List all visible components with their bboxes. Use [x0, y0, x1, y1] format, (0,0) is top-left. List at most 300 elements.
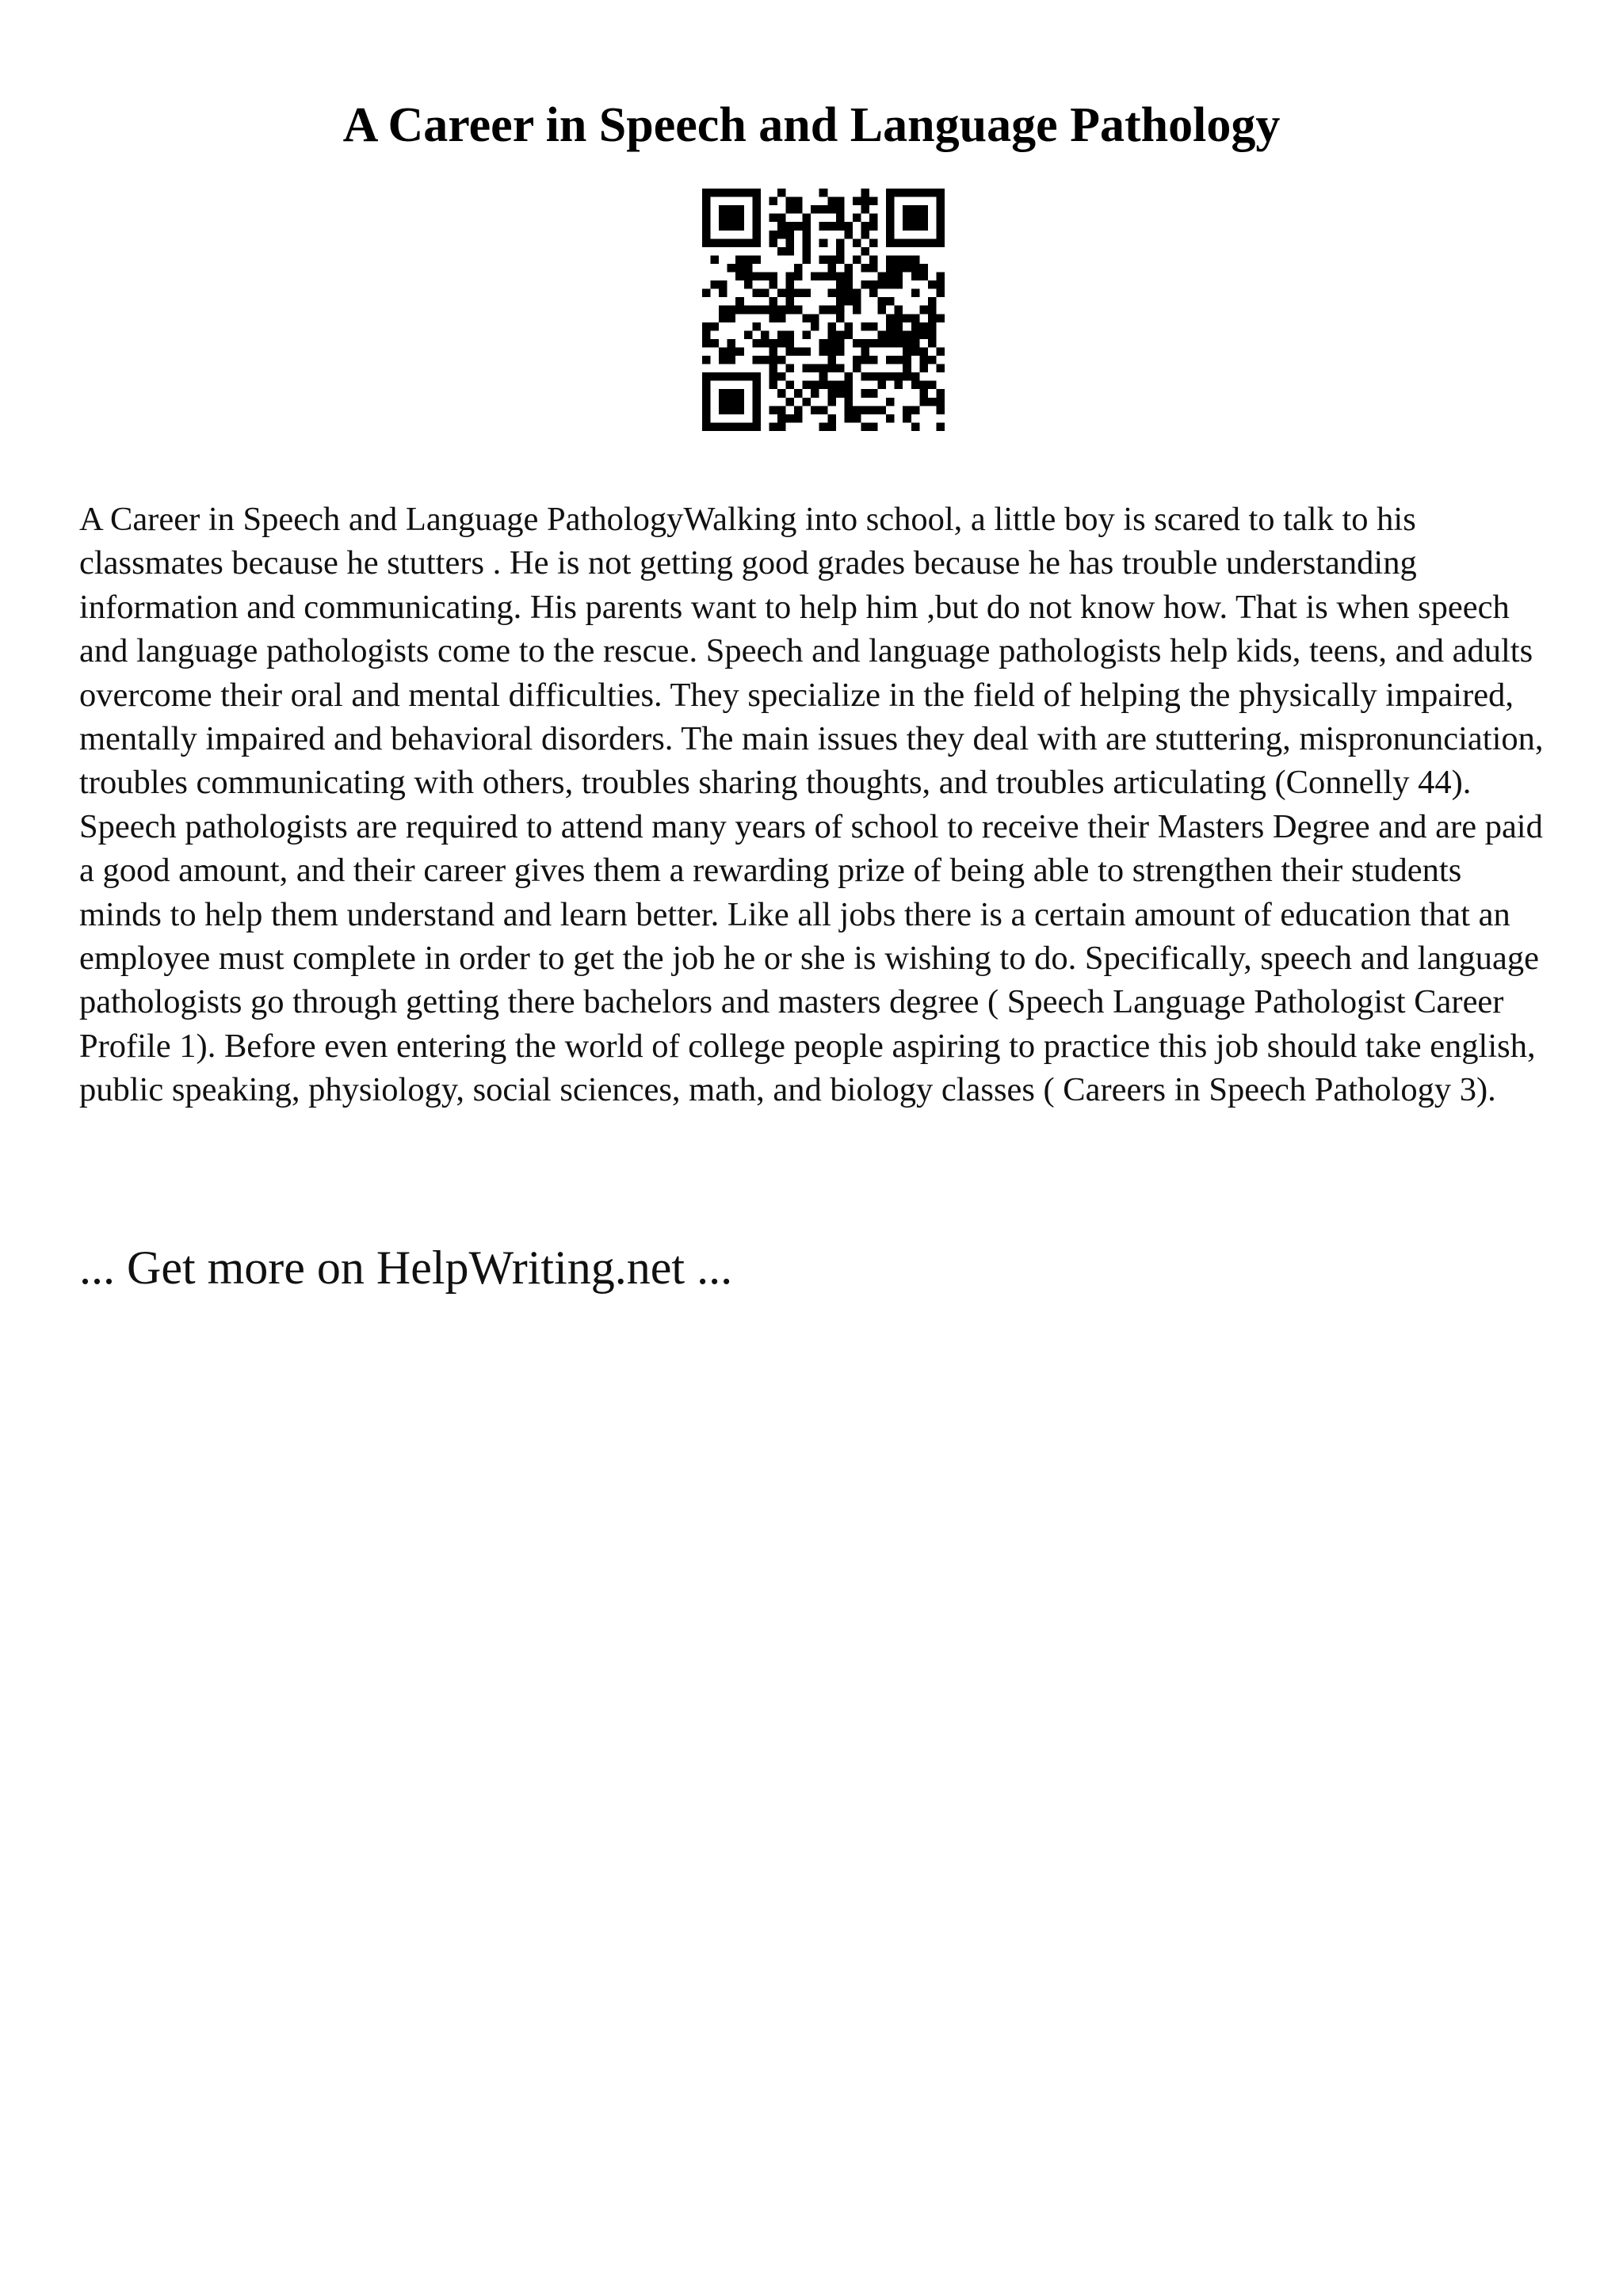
qr-module [735, 273, 744, 281]
qr-module [836, 255, 845, 264]
qr-module [819, 273, 828, 281]
qr-module [719, 205, 727, 214]
qr-module [786, 297, 795, 306]
qr-module [777, 414, 786, 423]
qr-module [853, 414, 861, 423]
qr-module [886, 214, 895, 223]
qr-module [777, 247, 786, 256]
qr-module [735, 389, 744, 398]
qr-module [735, 297, 744, 306]
qr-module [895, 381, 903, 390]
qr-module [853, 356, 861, 364]
qr-module [869, 339, 878, 348]
qr-module [827, 330, 836, 339]
qr-module [869, 264, 878, 273]
qr-module [919, 273, 928, 281]
qr-module [886, 398, 895, 406]
qr-module [719, 356, 727, 364]
qr-module [836, 197, 845, 206]
qr-module [861, 264, 869, 273]
qr-module [827, 422, 836, 431]
qr-module [811, 389, 819, 398]
qr-module [861, 389, 869, 398]
qr-module [861, 372, 869, 381]
qr-module [844, 289, 853, 298]
qr-module [752, 414, 761, 423]
qr-module [844, 372, 853, 381]
qr-module [936, 364, 945, 373]
qr-module [878, 280, 887, 289]
qr-module [827, 356, 836, 364]
qr-module [919, 306, 928, 315]
qr-module [878, 273, 887, 281]
qr-module [844, 231, 853, 239]
qr-module [911, 264, 920, 273]
qr-module [786, 238, 795, 247]
qr-module [928, 306, 937, 315]
qr-module [903, 406, 911, 414]
qr-module [827, 306, 836, 315]
qr-module [861, 205, 869, 214]
qr-module [936, 347, 945, 356]
qr-module [936, 280, 945, 289]
qr-module [803, 364, 812, 373]
qr-module [744, 280, 753, 289]
qr-module [844, 280, 853, 289]
qr-module [761, 339, 769, 348]
qr-module [727, 264, 736, 273]
qr-module [911, 372, 920, 381]
qr-module [811, 322, 819, 331]
qr-module [878, 339, 887, 348]
qr-module [869, 422, 878, 431]
qr-module [886, 189, 895, 197]
qr-module [819, 306, 828, 315]
qr-module [711, 189, 720, 197]
qr-module [903, 364, 911, 373]
qr-module [819, 381, 828, 390]
qr-module [936, 398, 945, 406]
qr-module [844, 264, 853, 273]
qr-module [803, 214, 812, 223]
qr-module [878, 297, 887, 306]
qr-module [794, 389, 803, 398]
qr-module [769, 238, 777, 247]
qr-module [744, 306, 753, 315]
qr-module [919, 389, 928, 398]
qr-module [761, 330, 769, 339]
qr-module [786, 381, 795, 390]
qr-module [928, 381, 937, 390]
qr-module [752, 222, 761, 231]
qr-module [819, 238, 828, 247]
qr-module [911, 289, 920, 298]
qr-module [903, 264, 911, 273]
qr-module [928, 339, 937, 348]
qr-module [794, 205, 803, 214]
qr-module [853, 297, 861, 306]
qr-module [861, 356, 869, 364]
qr-module [827, 264, 836, 273]
qr-module [786, 247, 795, 256]
qr-module [794, 289, 803, 298]
qr-module [702, 381, 711, 390]
qr-module [735, 214, 744, 223]
qr-module [844, 414, 853, 423]
qr-module [752, 322, 761, 331]
qr-module [769, 347, 777, 356]
qr-module [928, 280, 937, 289]
qr-module [886, 414, 895, 423]
qr-module [794, 306, 803, 315]
qr-module [936, 389, 945, 398]
qr-module [827, 255, 836, 264]
qr-module [727, 238, 736, 247]
qr-module [777, 356, 786, 364]
qr-module [702, 322, 711, 331]
qr-module [827, 381, 836, 390]
qr-module [836, 339, 845, 348]
qr-module [919, 356, 928, 364]
qr-module [911, 347, 920, 356]
qr-module [752, 205, 761, 214]
qr-module [903, 314, 911, 322]
qr-module [752, 214, 761, 223]
qr-module [836, 330, 845, 339]
qr-module [735, 238, 744, 247]
qr-module [827, 364, 836, 373]
qr-module [752, 189, 761, 197]
page-title: A Career in Speech and Language Pathology [342, 98, 1281, 152]
qr-module [861, 322, 869, 331]
qr-module [819, 347, 828, 356]
qr-module [727, 314, 736, 322]
qr-module [869, 322, 878, 331]
qr-module [869, 280, 878, 289]
qr-module [919, 347, 928, 356]
qr-module [928, 398, 937, 406]
qr-module [794, 414, 803, 423]
qr-module [895, 264, 903, 273]
qr-module [719, 238, 727, 247]
qr-module [752, 289, 761, 298]
qr-module [744, 255, 753, 264]
qr-module [861, 422, 869, 431]
qr-module [803, 289, 812, 298]
qr-module [878, 406, 887, 414]
qr-module [903, 238, 911, 247]
qr-module [777, 306, 786, 315]
qr-module [752, 389, 761, 398]
qr-module [702, 372, 711, 381]
qr-module [903, 255, 911, 264]
qr-module [878, 372, 887, 381]
qr-module [786, 347, 795, 356]
qr-module [836, 314, 845, 322]
qr-module [827, 347, 836, 356]
qr-module [853, 197, 861, 206]
qr-module [752, 273, 761, 281]
qr-module [836, 214, 845, 223]
qr-module [786, 222, 795, 231]
qr-module [928, 314, 937, 322]
qr-module [786, 231, 795, 239]
qr-module [836, 289, 845, 298]
qr-module [853, 306, 861, 315]
qr-module [911, 222, 920, 231]
qr-module [727, 372, 736, 381]
qr-module [936, 238, 945, 247]
qr-module [752, 356, 761, 364]
qr-module [827, 197, 836, 206]
qr-module [861, 280, 869, 289]
qr-module [719, 280, 727, 289]
qr-module [827, 398, 836, 406]
qr-module [895, 255, 903, 264]
qr-module [844, 322, 853, 331]
qr-module [895, 306, 903, 315]
qr-module [844, 398, 853, 406]
qr-module [878, 306, 887, 315]
qr-module [786, 197, 795, 206]
qr-module [853, 406, 861, 414]
qr-module [886, 330, 895, 339]
qr-module [895, 330, 903, 339]
qr-module [811, 364, 819, 373]
qr-module [936, 197, 945, 206]
qr-module [911, 238, 920, 247]
qr-module [752, 339, 761, 348]
qr-module [861, 406, 869, 414]
qr-module [827, 322, 836, 331]
qr-module [903, 356, 911, 364]
qr-module [819, 422, 828, 431]
qr-module [794, 406, 803, 414]
qr-module [936, 189, 945, 197]
qr-module [711, 422, 720, 431]
qr-module [869, 255, 878, 264]
qr-module [869, 238, 878, 247]
qr-module [769, 356, 777, 364]
qr-module [794, 264, 803, 273]
qr-module [769, 273, 777, 281]
qr-module [719, 347, 727, 356]
qr-module [853, 339, 861, 348]
qr-module [777, 314, 786, 322]
qr-code-icon [702, 189, 945, 431]
qr-module [936, 289, 945, 298]
qr-module [869, 389, 878, 398]
qr-module [819, 189, 828, 197]
qr-module [853, 214, 861, 223]
qr-module [903, 372, 911, 381]
qr-module [786, 398, 795, 406]
qr-module [844, 297, 853, 306]
qr-module [735, 306, 744, 315]
qr-module [836, 222, 845, 231]
qr-module [803, 255, 812, 264]
qr-module [903, 330, 911, 339]
qr-module [769, 280, 777, 289]
qr-module [844, 381, 853, 390]
qr-module [702, 339, 711, 348]
qr-module [803, 347, 812, 356]
qr-module [803, 222, 812, 231]
qr-module [777, 289, 786, 298]
qr-module [869, 214, 878, 223]
qr-module [869, 406, 878, 414]
qr-module [794, 347, 803, 356]
qr-module [735, 189, 744, 197]
qr-module [702, 422, 711, 431]
qr-module [803, 330, 812, 339]
qr-module [869, 356, 878, 364]
qr-module [861, 189, 869, 197]
qr-module [836, 247, 845, 256]
qr-module [719, 422, 727, 431]
qr-module [886, 322, 895, 331]
qr-module [827, 273, 836, 281]
qr-module [769, 372, 777, 381]
qr-module [702, 356, 711, 364]
qr-module [886, 339, 895, 348]
qr-module [869, 289, 878, 298]
qr-module [769, 364, 777, 373]
qr-module [719, 389, 727, 398]
qr-module [836, 347, 845, 356]
qr-module [928, 330, 937, 339]
qr-module [786, 273, 795, 281]
qr-module [895, 189, 903, 197]
qr-module [803, 314, 812, 322]
qr-module [819, 364, 828, 373]
qr-module [702, 289, 711, 298]
qr-module [727, 347, 736, 356]
qr-module [744, 189, 753, 197]
qr-module [803, 231, 812, 239]
qr-module [827, 339, 836, 348]
qr-module [719, 306, 727, 315]
qr-module [819, 255, 828, 264]
qr-module [752, 306, 761, 315]
qr-module [744, 264, 753, 273]
qr-module [769, 306, 777, 315]
qr-module [819, 372, 828, 381]
qr-module [928, 297, 937, 306]
qr-module [702, 238, 711, 247]
qr-module [744, 238, 753, 247]
qr-module [727, 306, 736, 315]
qr-module [895, 273, 903, 281]
qr-module [919, 322, 928, 331]
qr-module [752, 422, 761, 431]
qr-module [836, 280, 845, 289]
qr-module [769, 314, 777, 322]
qr-module [895, 314, 903, 322]
qr-module [719, 314, 727, 322]
qr-module [752, 381, 761, 390]
qr-module [727, 205, 736, 214]
qr-module [711, 339, 720, 348]
qr-module [727, 356, 736, 364]
qr-module [777, 214, 786, 223]
qr-module [827, 389, 836, 398]
qr-module [886, 238, 895, 247]
qr-module [735, 347, 744, 356]
qr-module [911, 406, 920, 414]
qr-module [911, 330, 920, 339]
qr-module [727, 406, 736, 414]
qr-module [895, 238, 903, 247]
qr-module [786, 306, 795, 315]
qr-module [711, 255, 720, 264]
qr-module [844, 330, 853, 339]
qr-module [886, 197, 895, 206]
qr-module [886, 356, 895, 364]
qr-module [735, 222, 744, 231]
qr-module [903, 214, 911, 223]
qr-module [919, 189, 928, 197]
qr-module [911, 205, 920, 214]
qr-module [777, 372, 786, 381]
qr-module [803, 381, 812, 390]
qr-module [886, 255, 895, 264]
qr-module [819, 406, 828, 414]
qr-module [769, 422, 777, 431]
qr-module [769, 197, 777, 206]
qr-module [844, 273, 853, 281]
qr-module [903, 189, 911, 197]
qr-module [911, 339, 920, 348]
get-more-link[interactable]: ... Get more on HelpWriting.net ... [79, 1241, 733, 1294]
qr-module [711, 280, 720, 289]
qr-module [861, 347, 869, 356]
qr-module [869, 222, 878, 231]
qr-module [853, 255, 861, 264]
qr-module [936, 314, 945, 322]
qr-module [744, 330, 753, 339]
qr-module [727, 339, 736, 348]
qr-module [819, 339, 828, 348]
qr-module [786, 414, 795, 423]
qr-module [702, 389, 711, 398]
qr-module [727, 422, 736, 431]
qr-module [702, 330, 711, 339]
qr-module [735, 205, 744, 214]
qr-module [719, 214, 727, 223]
qr-module [928, 189, 937, 197]
qr-module [811, 381, 819, 390]
qr-module [886, 264, 895, 273]
qr-module [711, 322, 720, 331]
qr-module [769, 214, 777, 223]
qr-module [878, 381, 887, 390]
qr-module [702, 214, 711, 223]
qr-module [919, 214, 928, 223]
qr-module [911, 381, 920, 390]
qr-module [727, 398, 736, 406]
qr-module [786, 289, 795, 298]
qr-module [827, 205, 836, 214]
qr-module [886, 273, 895, 281]
qr-module [919, 381, 928, 390]
qr-module [903, 339, 911, 348]
qr-module [936, 273, 945, 281]
qr-module [777, 389, 786, 398]
qr-module [777, 339, 786, 348]
qr-module [702, 231, 711, 239]
qr-module [895, 339, 903, 348]
